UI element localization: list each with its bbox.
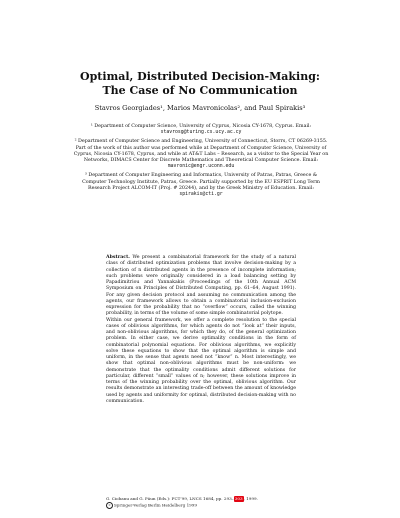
title-line-2: The Case of No Communication <box>102 84 298 97</box>
affiliation-text: ² Department of Computer Science and Engineering, University of Connecticut, Storrs, CT 06269-3155. Part of the work of this author was performed while at Department of Computer Science, University of Cyprus, Nicosia CY-1678, Cyprus, and while at AT&T Labs – Research, as a visitor to the Special Year on Networks, DIMACS Center for Discrete Mathematics and Theoretical Computer Science. Email: <box>73 139 329 164</box>
abstract <box>106 255 296 405</box>
affiliation-text: ³ Department of Computer Engineering and Informatics, University of Patras, Patras, Greece & Computer Technology Institute, Patras, Greece. Partially supported by the EU ESPRIT Long Term Research Project ALCOM-IT (Proj. # 20244), and by the Greek Ministry of Education. Email: <box>82 173 320 191</box>
abstract-paragraph-1 <box>106 255 296 318</box>
affiliation-email: mavronic@engr.uconn.edu <box>167 164 235 170</box>
affiliation-email: stavrosg@turing.cs.ucy.ac.cy <box>160 130 242 136</box>
affiliation-3 <box>72 173 330 198</box>
affiliation-2 <box>72 139 330 170</box>
paper-title <box>60 70 340 98</box>
publisher-text: Springer-Verlag Berlin Heidelberg 1999 <box>114 502 197 508</box>
affiliation-text: ¹ Department of Computer Science, University of Cyprus, Nicosia CY-1678, Cyprus. Email: <box>90 124 312 129</box>
abstract-text-1: We present a combinatorial framework for the study of a natural class of distributed optimization problems that involve decision-making by a collection of n distributed agents in the presence of incomplete information; such problems were originally considered in a load balancing setting by Papadimitriou and Yannakakis (Proceedings of the 10th Annual ACM Symposium on Principles of Distributed Computing, pp. 61–64, August 1991). For any given decision protocol and assuming no communication among the agents, our framework allows to obtain a combinatorial inclusion-exclusion expression for the probability that no “overflow” occurs, called the winning probability, in terms of the volume of some simple combinatorial polytope. <box>106 255 296 317</box>
affiliation-email: spirakis@cti.gr <box>179 192 223 198</box>
page-end-link[interactable]: 303 <box>234 496 243 501</box>
affiliation-1 <box>72 124 330 136</box>
citation-prefix: G. Ciobanu and G. Păun (Eds.): FCT’99, LNCS 1684, pp. 293– <box>106 496 234 501</box>
copyright-icon: c <box>106 502 113 509</box>
abstract-label: Abstract. <box>106 255 130 260</box>
title-line-1: Optimal, Distributed Decision-Making: <box>80 70 320 83</box>
author-list: Stavros Georgiades¹, Marios Mavronicolas², and Paul Spirakis³ <box>94 104 306 112</box>
abstract-paragraph-2: Within our general framework, we offer a complete resolution to the special cases of oblivious algorithms, for which agents do not “look at” their inputs, and non-oblivious algorithms, for which they do, of the general optimization problem. In either case, we derive optimality conditions in the form of combinatorial polynomial equations. For oblivious algorithms, we explicitly solve these equations to show that the optimal algorithm is simple and uniform, in the sense that agents need not “know” n. Most interestingly, we show that optimal non-oblivious algorithms must be non-uniform: we demonstrate that the optimality conditions admit different solutions for particular, different “small” values of n; however, these solutions improve in terms of the winning probability over the optimal, oblivious algorithm. Our results demonstrate an interesting trade-off between the amount of knowledge used by agents and uniformity for optimal, distributed decision-making with no communication. <box>106 317 296 404</box>
affiliations <box>72 124 330 201</box>
citation-footer <box>106 496 296 509</box>
citation-suffix: , 1999. <box>243 496 258 501</box>
copyright-line <box>106 502 296 509</box>
